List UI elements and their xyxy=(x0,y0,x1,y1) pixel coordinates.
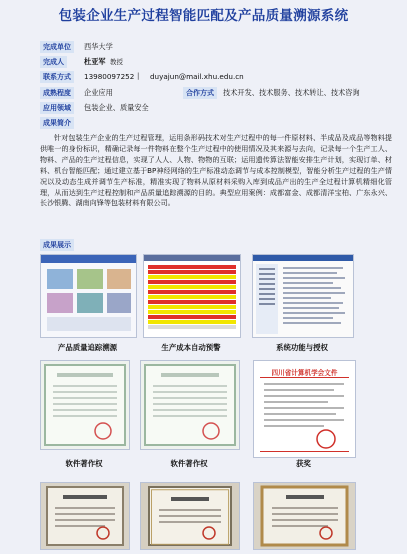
caption-copyright-2: 软件著作权 xyxy=(170,459,208,468)
award-document xyxy=(253,360,356,458)
person-label: 完成人 xyxy=(40,56,67,68)
unit-label: 完成单位 xyxy=(40,41,74,53)
unit-value: 西华大学 xyxy=(84,42,113,51)
stage-value: 企业应用 xyxy=(84,88,113,97)
person-title: 教授 xyxy=(110,58,123,66)
caption-cost-warning: 生产成本自动预警 xyxy=(161,343,221,352)
email-value: duyajun@mail.xhu.edu.cn xyxy=(150,72,244,81)
caption-system-function: 系统功能与授权 xyxy=(276,343,328,352)
page-title: 包装企业生产过程智能匹配及产品质量溯源系统 xyxy=(58,8,349,24)
coop-label: 合作方式 xyxy=(183,87,217,99)
certificate-photo-3 xyxy=(253,482,356,550)
software-copyright-certificate-1 xyxy=(40,360,130,450)
stage-label: 成熟程度 xyxy=(40,87,74,99)
person-value: 杜亚军 xyxy=(84,57,106,66)
certificate-photo-2 xyxy=(140,482,240,550)
cost-warning-screenshot xyxy=(143,254,241,338)
coop-value: 技术开发、技术服务、技术转让、技术咨询 xyxy=(223,88,360,97)
traceability-screenshot xyxy=(40,254,137,338)
showcase-label: 成果展示 xyxy=(40,239,74,251)
intro-paragraph: 针对包装生产企业的生产过程管理，运用条形码技术对生产过程中的每一件原材料、半成品及成品等物料提供唯一的身份标识，精确记录每一件物料在整个生产过程中的使用情况及其来源与去向，记录每一个生产工人、物料、产品的生产过程信息，实现了人人、人物、物物的互联；运用遗传算法智能安排生产计划，实现订单、材料、机台智能匹配；通过建立基于BP神经网络的生产标准动态调节与成本控制模型，智能分析生产过程的生产情况以及动态生成并调节生产标准，精准实现了物料从原材料采购入库到成品产出的生产全过程计算机精细化管理，从而达到生产过程控制和产品质量追踪溯源的目的。典型应用案例：成都富金、成都清洋宝柏、广东永兴、长沙银腾、湖南向锋等包装材料有限公司。 xyxy=(40,133,392,208)
caption-award: 获奖 xyxy=(296,459,311,468)
contact-separator: | xyxy=(137,72,140,80)
award-document-header: 四川省计算机学会文件 xyxy=(271,369,338,377)
phone-value: 13980097252 xyxy=(84,72,135,81)
software-copyright-certificate-2 xyxy=(140,360,240,450)
caption-copyright-1: 软件著作权 xyxy=(65,459,103,468)
field-label: 应用领域 xyxy=(40,102,74,114)
caption-traceability: 产品质量追踪溯源 xyxy=(57,343,118,352)
intro-label: 成果简介 xyxy=(40,117,74,129)
contact-label: 联系方式 xyxy=(40,71,74,83)
certificate-photo-1 xyxy=(40,482,130,550)
field-value: 包装企业、质量安全 xyxy=(84,103,149,112)
system-function-screenshot xyxy=(252,254,354,338)
